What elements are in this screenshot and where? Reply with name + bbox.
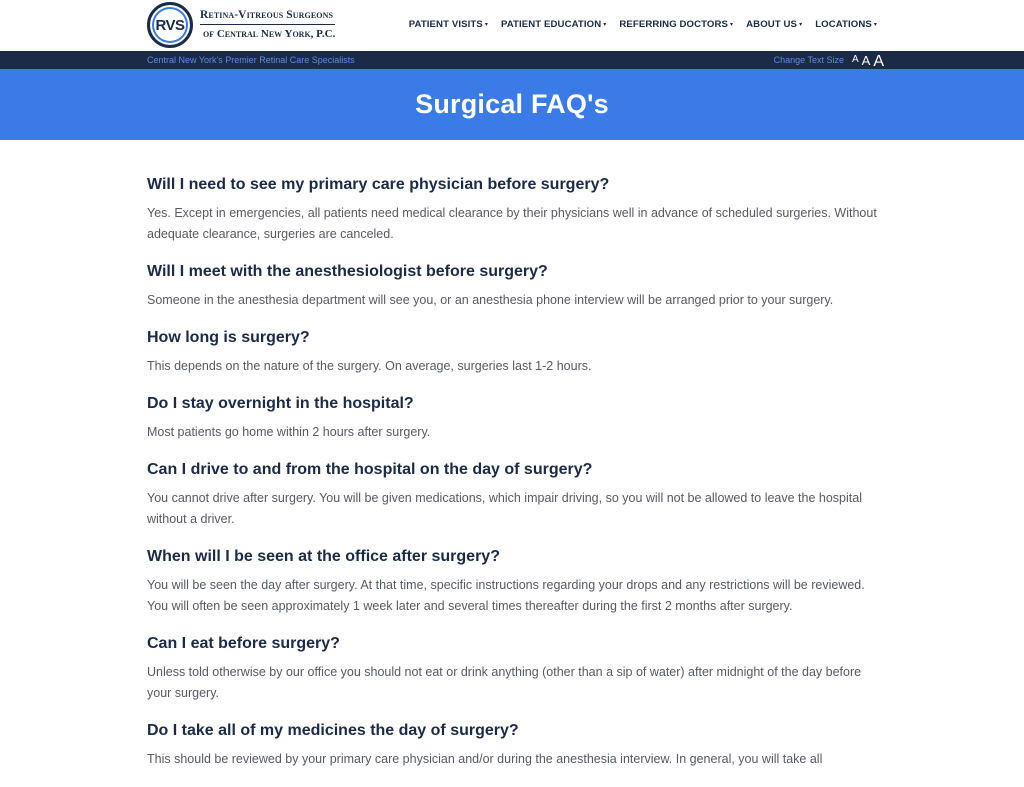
faq-item <box>147 175 877 245</box>
site-tagline: Central New York's Premier Retinal Care Specialists <box>147 55 355 65</box>
nav-item-patient-visits[interactable] <box>409 19 488 30</box>
nav-item-about-us[interactable] <box>746 19 802 30</box>
faq-answer: Unless told otherwise by our office you should not eat or drink anything (other than a sip of water) after midnight of the day before your surgery. <box>147 665 862 700</box>
logo-wordmark <box>200 9 335 41</box>
chevron-down-icon: ▾ <box>484 22 488 28</box>
logo-line-2: of Central New York, P.C. <box>203 28 336 40</box>
nav-item-label: ABOUT US <box>746 19 798 30</box>
faq-answer: You cannot drive after surgery. You will be given medications, which impair driving, so you will not be allowed to leave the hospital without a driver. <box>147 491 862 526</box>
faq-answer: Someone in the anesthesia department will see you, or an anesthesia phone interview will be arranged prior to your surgery. <box>147 293 834 307</box>
nav-item-locations[interactable] <box>815 19 877 30</box>
nav-item-label: LOCATIONS <box>815 19 872 30</box>
faq-item <box>147 634 877 704</box>
site-logo[interactable] <box>147 2 335 48</box>
faq-item <box>147 460 877 530</box>
faq-question: Will I need to see my primary care physician before surgery? <box>147 176 610 193</box>
faq-question: Do I stay overnight in the hospital? <box>147 395 414 412</box>
site-header <box>0 0 1024 51</box>
text-size-small-button[interactable]: A <box>851 54 859 65</box>
faq-list <box>147 175 877 787</box>
faq-item <box>147 328 877 377</box>
faq-answer: Most patients go home within 2 hours after surgery. <box>147 425 431 439</box>
chevron-down-icon: ▾ <box>799 22 803 28</box>
logo-line-1: Retina-Vitreous Surgeons <box>200 9 335 25</box>
faq-question: Do I take all of my medicines the day of surgery? <box>147 722 519 739</box>
faq-question: Will I meet with the anesthesiologist before surgery? <box>147 263 548 280</box>
faq-answer: Yes. Except in emergencies, all patients need medical clearance by their physicians well in advance of scheduled surgeries. Without adequate clearance, surgeries are canceled. <box>147 206 877 241</box>
faq-answer: This depends on the nature of the surgery. On average, surgeries last 1-2 hours. <box>147 359 592 373</box>
faq-answer: You will be seen the day after surgery. At that time, specific instructions regarding your drops and any restrictions will be reviewed. You will often be seen approximately 1 week later and several times thereafter during the first 2 months after surgery. <box>147 578 865 613</box>
nav-item-label: PATIENT EDUCATION <box>500 19 602 30</box>
faq-item <box>147 721 877 770</box>
page-title: Surgical FAQ's <box>415 89 609 119</box>
nav-item-label: REFERRING DOCTORS <box>619 19 729 30</box>
faq-question: Can I drive to and from the hospital on the day of surgery? <box>147 461 593 478</box>
nav-item-referring-doctors[interactable] <box>619 19 733 30</box>
page-banner <box>0 69 1024 140</box>
faq-question: When will I be seen at the office after surgery? <box>147 548 500 565</box>
nav-item-patient-education[interactable] <box>501 19 606 30</box>
faq-item <box>147 394 877 443</box>
faq-answer: This should be reviewed by your primary care physician and/or during the anesthesia interview. In general, you will take all <box>147 752 823 766</box>
text-size-controls <box>774 51 887 69</box>
faq-item <box>147 547 877 617</box>
faq-item <box>147 262 877 311</box>
text-size-medium-button[interactable]: A <box>861 52 871 68</box>
faq-question: Can I eat before surgery? <box>147 635 340 652</box>
chevron-down-icon: ▾ <box>603 22 607 28</box>
utility-strip <box>0 51 1024 69</box>
nav-item-label: PATIENT VISITS <box>408 19 483 30</box>
text-size-label: Change Text Size <box>773 55 844 65</box>
logo-mark: RVS <box>147 2 193 48</box>
chevron-down-icon: ▾ <box>730 22 734 28</box>
main-nav <box>396 19 877 30</box>
text-size-large-button[interactable]: A <box>873 52 884 70</box>
chevron-down-icon: ▾ <box>873 22 877 28</box>
faq-question: How long is surgery? <box>147 329 310 346</box>
